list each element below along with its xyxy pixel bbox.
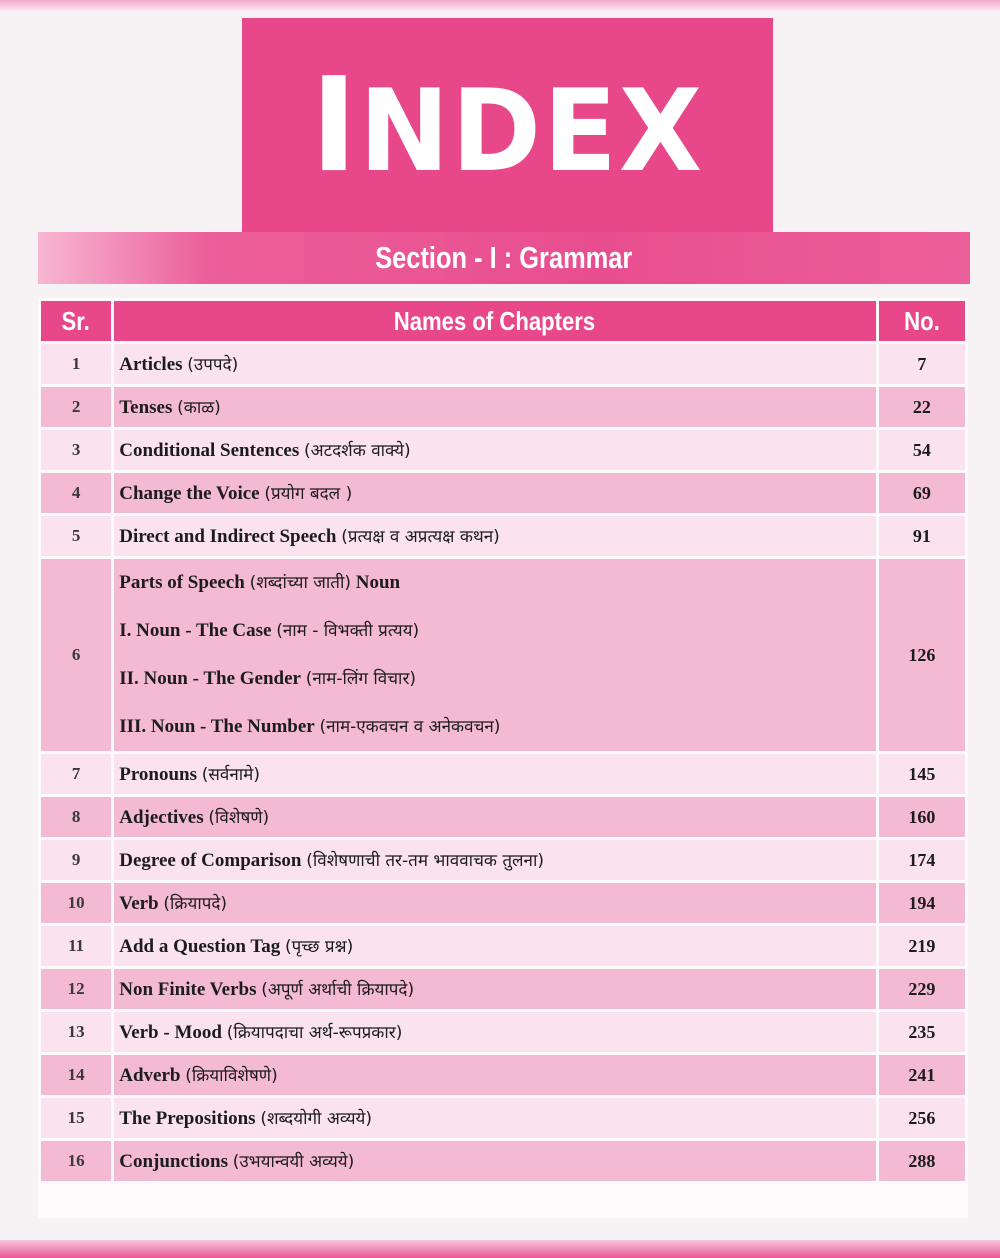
chapter-title-mr: (उभयान्वयी अव्यये) (232, 1152, 355, 1172)
row-chapter (114, 969, 875, 1009)
row-sr: 12 (41, 969, 111, 1009)
chapter-title-mr: (प्रयोग बदल ) (264, 484, 353, 504)
chapter-title-mr: (पृच्छ प्रश्न) (285, 937, 354, 957)
table-row (41, 344, 965, 384)
row-chapter (114, 1012, 875, 1052)
table-row (41, 754, 965, 794)
row-page: 174 (879, 840, 965, 880)
row-page: 160 (879, 797, 965, 837)
table-row (41, 1055, 965, 1095)
row-chapter (114, 926, 875, 966)
row-chapter (114, 840, 875, 880)
row-chapter (114, 1141, 875, 1181)
row-chapter (114, 883, 875, 923)
chapter-title-mr: (नाम-लिंग विचार) (305, 669, 417, 689)
row-sr: 15 (41, 1098, 111, 1138)
row-page: 22 (879, 387, 965, 427)
row-page: 7 (879, 344, 965, 384)
row-sr: 16 (41, 1141, 111, 1181)
row-page: 229 (879, 969, 965, 1009)
chapter-subline (119, 703, 875, 751)
chapter-table-container (38, 298, 968, 1218)
chapter-title-en: Verb - Mood (119, 1022, 222, 1043)
row-sr: 1 (41, 344, 111, 384)
table-row (41, 1098, 965, 1138)
table-row (41, 1141, 965, 1181)
row-sr: 11 (41, 926, 111, 966)
chapter-title-en: Articles (119, 354, 183, 375)
chapter-title-en: Conjunctions (119, 1151, 228, 1172)
chapter-title-mr: (क्रियाविशेषणे) (185, 1066, 278, 1086)
table-row (41, 883, 965, 923)
section-title: Section - I : Grammar (375, 240, 633, 275)
section-band (38, 232, 970, 284)
table-row (41, 516, 965, 556)
row-chapter (114, 1098, 875, 1138)
chapter-title-en: Change the Voice (119, 483, 260, 504)
chapter-title-en: Direct and Indirect Speech (119, 526, 337, 547)
chapter-title-en: Add a Question Tag (119, 936, 281, 957)
index-title (311, 50, 704, 201)
row-sr: 10 (41, 883, 111, 923)
chapter-title-en: Degree of Comparison (119, 850, 302, 871)
row-sr: 5 (41, 516, 111, 556)
row-page: 288 (879, 1141, 965, 1181)
row-page: 241 (879, 1055, 965, 1095)
chapter-title-mr: (सर्वनामे) (201, 765, 260, 785)
header-name (114, 301, 875, 341)
row-page: 256 (879, 1098, 965, 1138)
row-chapter (114, 344, 875, 384)
table-row (41, 559, 965, 751)
table-row (41, 840, 965, 880)
row-chapter (114, 754, 875, 794)
row-page: 219 (879, 926, 965, 966)
chapter-title-mr: (नाम-एकवचन व अनेकवचन) (319, 717, 501, 737)
row-chapter (114, 1055, 875, 1095)
chapter-title-en: Conditional Sentences (119, 440, 300, 461)
row-page: 69 (879, 473, 965, 513)
row-page: 145 (879, 754, 965, 794)
row-sr: 14 (41, 1055, 111, 1095)
chapter-title-en: Verb (119, 893, 159, 914)
chapter-title-en: I. Noun - The Case (119, 620, 272, 641)
chapter-title-en: The Prepositions (119, 1108, 256, 1129)
row-chapter (114, 430, 875, 470)
chapter-title-en: Non Finite Verbs (119, 979, 257, 1000)
row-chapter (114, 516, 875, 556)
chapter-title-mr: (अटदर्शक वाक्ये) (303, 441, 411, 461)
table-row (41, 430, 965, 470)
row-chapter (114, 797, 875, 837)
row-sr: 3 (41, 430, 111, 470)
row-page: 126 (879, 559, 965, 751)
chapter-title-mr: (क्रियापदाचा अर्थ-रूपप्रकार) (226, 1023, 403, 1043)
row-sr: 7 (41, 754, 111, 794)
chapter-title-mr: (शब्दांच्या जाती) (249, 573, 351, 593)
header-no-label: No. (904, 305, 940, 336)
row-sr: 4 (41, 473, 111, 513)
chapter-title-mr: (शब्दयोगी अव्यये) (260, 1109, 373, 1129)
chapter-subline (119, 559, 875, 607)
chapter-title-en: Adjectives (119, 807, 204, 828)
row-sr: 6 (41, 559, 111, 751)
chapter-title-en-suffix: Noun (355, 572, 401, 593)
row-chapter (114, 387, 875, 427)
header-name-label: Names of Chapters (394, 305, 596, 336)
chapter-title-en: Pronouns (119, 764, 198, 785)
index-title-initial: I (310, 50, 360, 202)
chapter-title-mr: (अपूर्ण अर्थाची क्रियापदे) (261, 980, 415, 1000)
table-row (41, 797, 965, 837)
chapter-title-en: II. Noun - The Gender (119, 668, 301, 689)
chapter-subline (119, 655, 875, 703)
bottom-border-strip (0, 1240, 1000, 1258)
chapter-title-mr: (क्रियापदे) (163, 894, 228, 914)
row-chapter (114, 559, 875, 751)
table-row (41, 926, 965, 966)
chapter-title-en: Adverb (119, 1065, 181, 1086)
table-header-row (41, 301, 965, 341)
header-sr-label: Sr. (61, 305, 91, 336)
chapter-title-mr: (विशेषणे) (208, 808, 270, 828)
row-page: 91 (879, 516, 965, 556)
chapter-title-mr: (विशेषणाची तर-तम भाववाचक तुलना) (306, 851, 545, 871)
row-page: 194 (879, 883, 965, 923)
chapter-title-en: Parts of Speech (119, 572, 245, 593)
row-sr: 2 (41, 387, 111, 427)
table-row (41, 969, 965, 1009)
row-sr: 9 (41, 840, 111, 880)
row-chapter (114, 473, 875, 513)
header-no (879, 301, 965, 341)
chapter-table (38, 298, 968, 1184)
chapter-title-mr: (नाम - विभक्ती प्रत्यय) (276, 621, 420, 641)
chapter-title-mr: (उपपदे) (187, 355, 239, 375)
index-title-rest: NDEX (359, 66, 705, 198)
chapter-title-mr: (प्रत्यक्ष व अप्रत्यक्ष कथन) (341, 527, 500, 547)
table-row (41, 387, 965, 427)
top-border-strip (0, 0, 1000, 10)
chapter-subline (119, 607, 875, 655)
table-row (41, 473, 965, 513)
chapter-title-mr: (काळ) (177, 398, 221, 418)
row-sr: 8 (41, 797, 111, 837)
index-title-box (242, 18, 773, 232)
row-page: 235 (879, 1012, 965, 1052)
chapter-title-en: III. Noun - The Number (119, 716, 315, 737)
header-sr (41, 301, 111, 341)
chapter-title-en: Tenses (119, 397, 173, 418)
row-page: 54 (879, 430, 965, 470)
row-sr: 13 (41, 1012, 111, 1052)
table-row (41, 1012, 965, 1052)
